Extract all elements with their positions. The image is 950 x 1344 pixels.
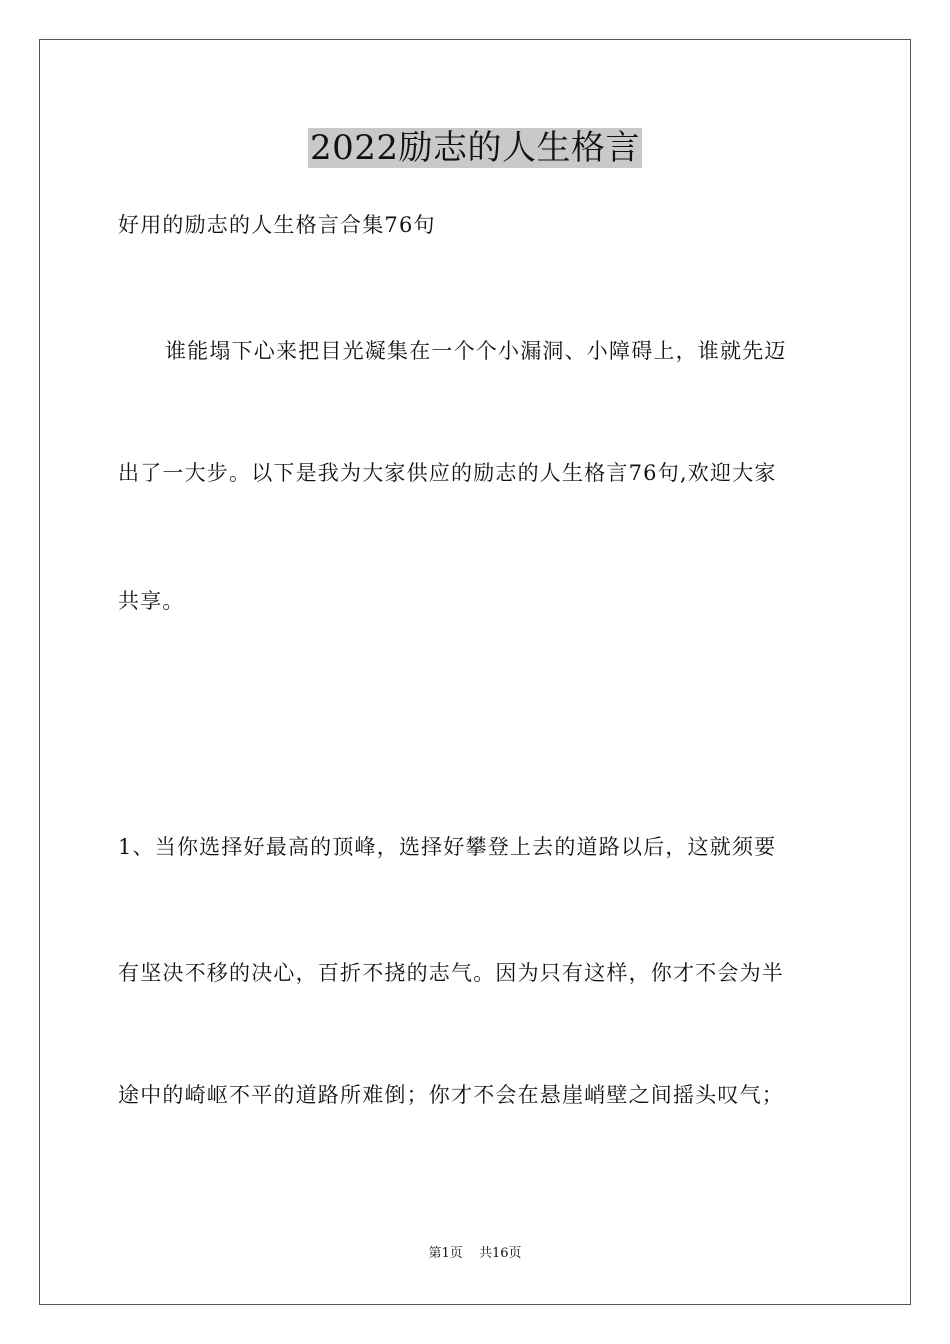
paragraph-line: 谁能塌下心来把目光凝集在一个个小漏洞、小障碍上，谁就先迈: [165, 339, 787, 363]
page-number: 第1页: [428, 1246, 463, 1261]
title-container: [0, 128, 950, 168]
paragraph-line: 途中的崎岖不平的道路所难倒；你才不会在悬崖峭壁之间摇头叹气；: [118, 1083, 784, 1107]
paragraph-line: 1、当你选择好最高的顶峰，选择好攀登上去的道路以后，这就须要: [118, 835, 777, 859]
page-total: 共16页: [478, 1246, 522, 1261]
paragraph-line: 共享。: [118, 589, 185, 613]
paragraph-line: 有坚决不移的决心，百折不挠的志气。因为只有这样，你才不会为半: [118, 961, 784, 985]
page-footer: [0, 1245, 950, 1263]
document-title: 2022励志的人生格言: [309, 128, 641, 168]
paragraph-line: 出了一大步。以下是我为大家供应的励志的人生格言76句,欢迎大家: [118, 461, 777, 485]
document-subtitle: 好用的励志的人生格言合集76句: [118, 213, 436, 237]
